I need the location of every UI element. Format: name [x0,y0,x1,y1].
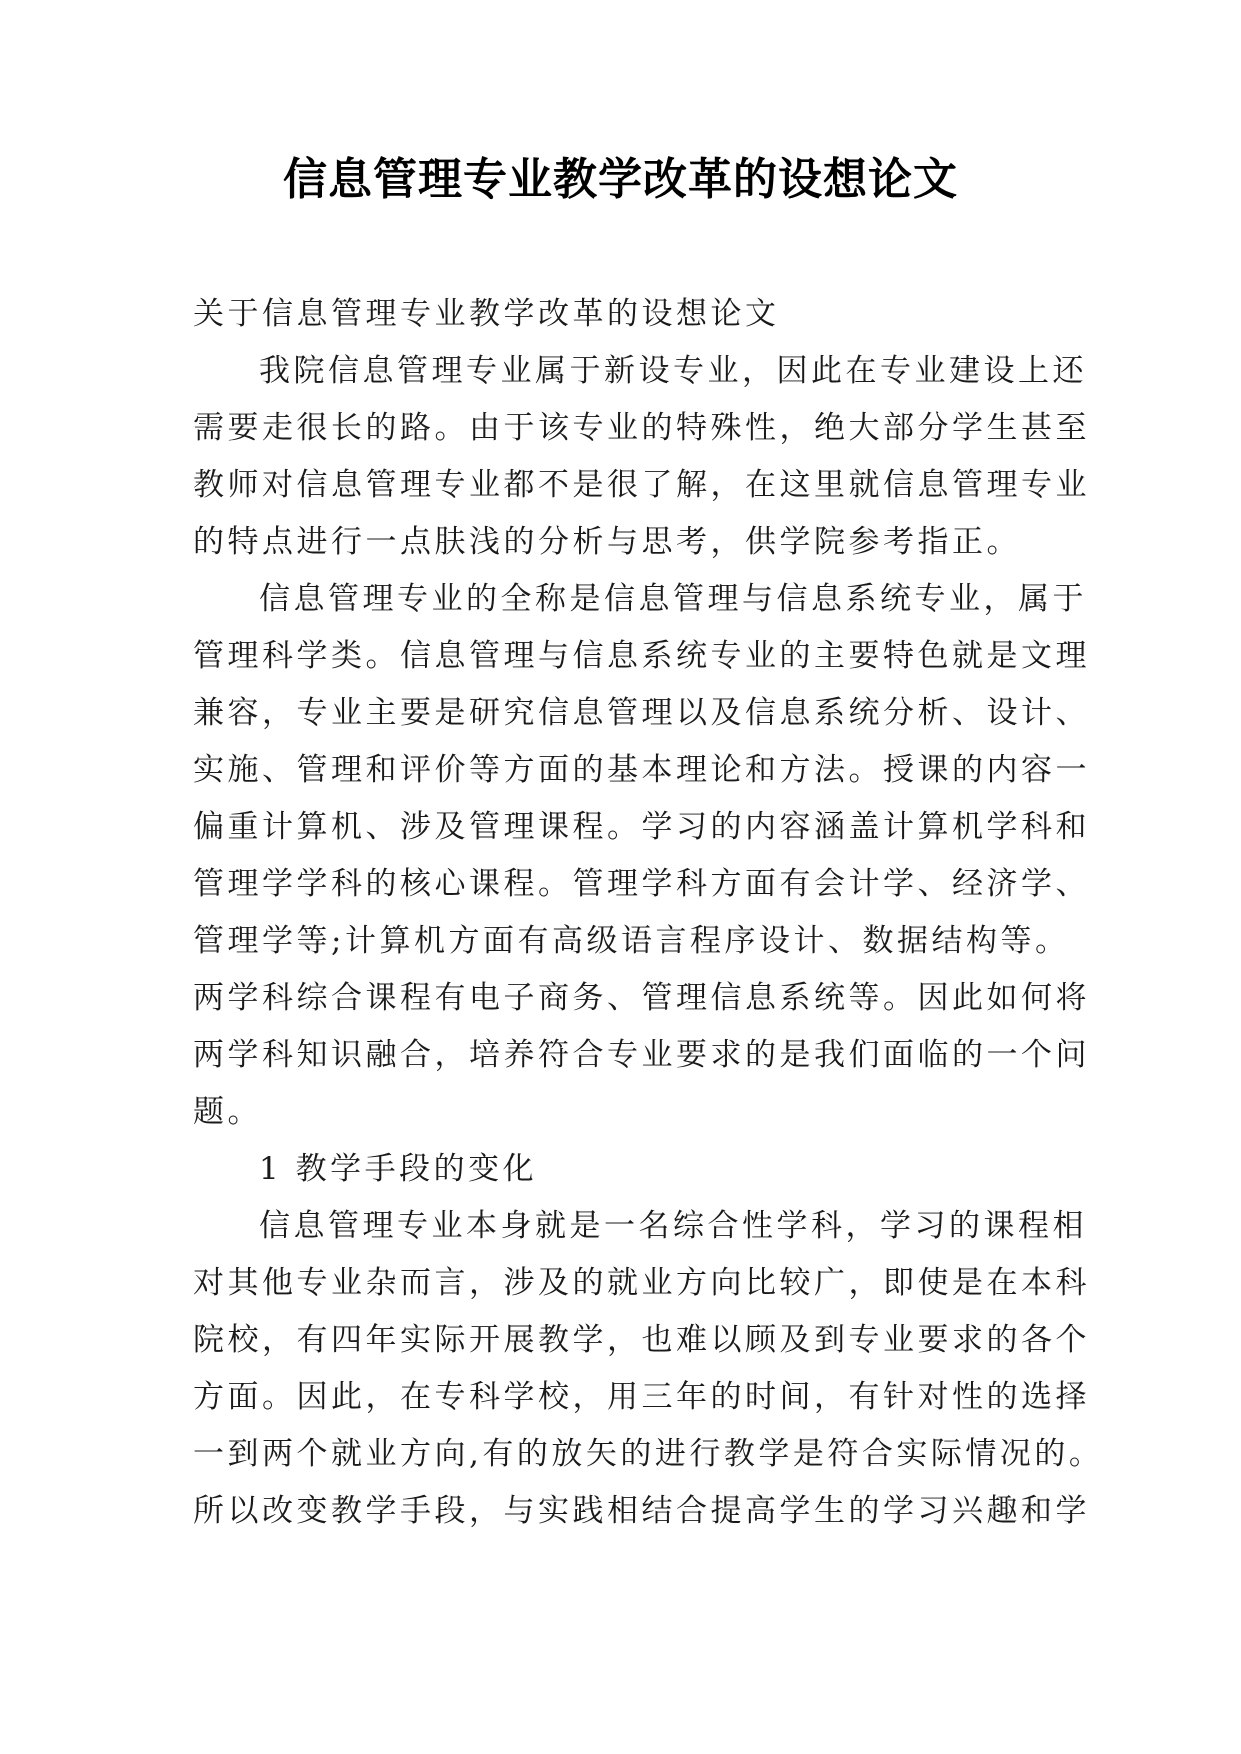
text-line: 题。 [193,1094,262,1130]
text-line: 兼容，专业主要是研究信息管理以及信息系统分析、设计、 [193,695,1090,731]
document-title: 信息管理专业教学改革的设想论文 [283,154,958,205]
text-line: 1 教学手段的变化 [259,1151,538,1187]
text-line: 偏重计算机、涉及管理课程。学习的内容涵盖计算机学科和 [193,809,1090,845]
text-line: 实施、管理和评价等方面的基本理论和方法。授课的内容一 [193,752,1090,788]
text-line: 的特点进行一点肤浅的分析与思考，供学院参考指正。 [193,524,1021,560]
document-body [193,286,1104,1540]
text-line: 我院信息管理专业属于新设专业，因此在专业建设上还 [259,353,1087,389]
text-line: 两学科综合课程有电子商务、管理信息系统等。因此如何将 [193,980,1090,1016]
text-line: 对其他专业杂而言，涉及的就业方向比较广，即使是在本科 [193,1265,1090,1301]
text-line: 管理学学科的核心课程。管理学科方面有会计学、经济学、 [193,866,1090,902]
paragraph [193,343,1090,571]
text-line: 管理科学类。信息管理与信息系统专业的主要特色就是文理 [193,638,1090,674]
text-line: 方面。因此，在专科学校，用三年的时间，有针对性的选择 [193,1379,1090,1415]
paragraph [193,571,1090,1141]
text-line: 院校，有四年实际开展教学，也难以顾及到专业要求的各个 [193,1322,1090,1358]
text-line: 管理学等;计算机方面有高级语言程序设计、数据结构等。 [193,923,1070,959]
text-line: 所以改变教学手段，与实践相结合提高学生的学习兴趣和学 [193,1493,1090,1529]
text-line: 教师对信息管理专业都不是很了解，在这里就信息管理专业 [193,467,1090,503]
text-line: 两学科知识融合，培养符合专业要求的是我们面临的一个问 [193,1037,1090,1073]
text-line: 需要走很长的路。由于该专业的特殊性，绝大部分学生甚至 [193,410,1090,446]
section-heading [193,1141,1073,1198]
document-subtitle: 关于信息管理专业教学改革的设想论文 [193,296,780,332]
paragraph [193,1198,1104,1540]
text-line: 信息管理专业本身就是一名综合性学科，学习的课程相 [259,1208,1087,1244]
text-line: 一到两个就业方向,有的放矢的进行教学是符合实际情况的。 [193,1436,1104,1472]
text-line: 信息管理专业的全称是信息管理与信息系统专业，属于 [259,581,1087,617]
